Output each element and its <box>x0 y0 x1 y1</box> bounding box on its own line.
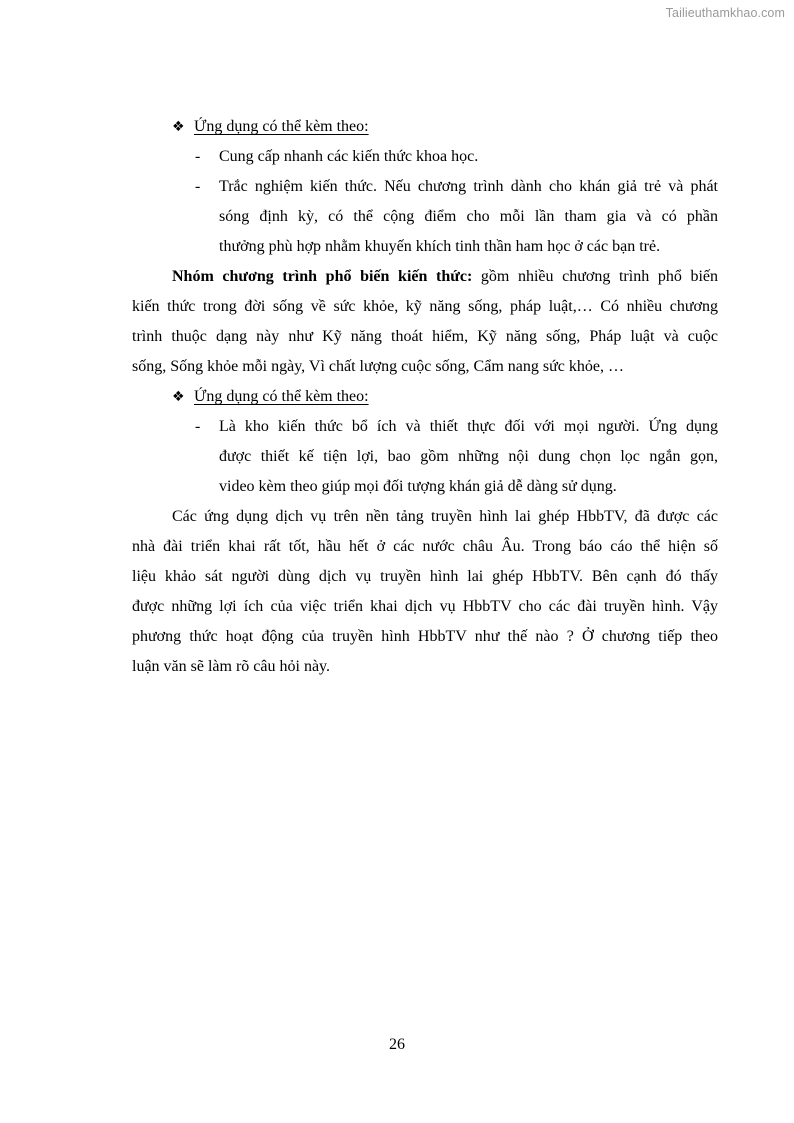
paragraph-line <box>132 262 718 292</box>
list-item-text: được thiết kế tiện lợi, bao gồm những nội dung chọn lọc ngắn gọn, <box>219 448 718 465</box>
dash-bullet: - <box>195 178 201 195</box>
list-item-text: Trắc nghiệm kiến thức. Nếu chương trình dành cho khán giả trẻ và phát <box>219 178 718 195</box>
subheading-text: Ứng dụng có thể kèm theo: <box>194 388 369 405</box>
list-item-text: thưởng phù hợp nhằm khuyến khích tinh thần ham học ở các bạn trẻ. <box>219 238 661 255</box>
list-item-continuation <box>132 232 718 262</box>
list-item <box>132 142 718 172</box>
subheading-text: Ứng dụng có thể kèm theo: <box>194 118 369 135</box>
paragraph-line: phương thức hoạt động của truyền hình HbbTV như thế nào ? Ở chương tiếp theo <box>132 628 718 645</box>
paragraph-line: Các ứng dụng dịch vụ trên nền tảng truyền hình lai ghép HbbTV, đã được các <box>172 508 718 525</box>
list-item-text: video kèm theo giúp mọi đối tượng khán giả dễ dàng sử dụng. <box>219 478 617 495</box>
list-item-text: sóng định kỳ, có thể cộng điểm cho mỗi lần tham gia và có phần <box>219 208 718 225</box>
subheading-applications-1 <box>132 112 718 142</box>
dash-bullet: - <box>195 148 201 165</box>
paragraph-line: trình thuộc dạng này như Kỹ năng thoát hiểm, Kỹ năng sống, Pháp luật và cuộc <box>132 328 718 345</box>
paragraph-line: nhà đài triển khai rất tốt, hầu hết ở các nước châu Âu. Trong báo cáo thể hiện số <box>132 538 718 555</box>
list-item-text: Cung cấp nhanh các kiến thức khoa học. <box>219 148 479 165</box>
list-item-text: Là kho kiến thức bổ ích và thiết thực đối với mọi người. Ứng dụng <box>219 418 718 435</box>
page-content <box>132 112 718 682</box>
paragraph-line: kiến thức trong đời sống về sức khỏe, kỹ năng sống, pháp luật,… Có nhiều chương <box>132 298 718 315</box>
bold-label: Nhóm chương trình phổ biến kiến thức: <box>172 268 473 285</box>
subheading-applications-2 <box>132 382 718 412</box>
paragraph-line: được những lợi ích của việc triển khai dịch vụ HbbTV cho các đài truyền hình. Vậy <box>132 598 718 615</box>
list-item <box>132 172 718 202</box>
list-item <box>132 412 718 442</box>
paragraph-text: gồm nhiều chương trình phổ biến <box>472 268 718 285</box>
diamond-bullet-icon: ❖ <box>172 389 185 405</box>
page-number: 26 <box>389 1036 405 1053</box>
list-item-continuation <box>132 202 718 232</box>
paragraph-line: liệu khảo sát người dùng dịch vụ truyền hình lai ghép HbbTV. Bên cạnh đó thấy <box>132 568 718 585</box>
list-item-continuation <box>132 442 718 472</box>
watermark: Tailieuthamkhao.com <box>665 6 785 20</box>
paragraph-line: sống, Sống khỏe mỗi ngày, Vì chất lượng cuộc sống, Cẩm nang sức khỏe, … <box>132 358 624 375</box>
list-item-continuation <box>132 472 718 502</box>
paragraph-line: luận văn sẽ làm rõ câu hỏi này. <box>132 658 331 675</box>
diamond-bullet-icon: ❖ <box>172 119 185 135</box>
dash-bullet: - <box>195 418 201 435</box>
